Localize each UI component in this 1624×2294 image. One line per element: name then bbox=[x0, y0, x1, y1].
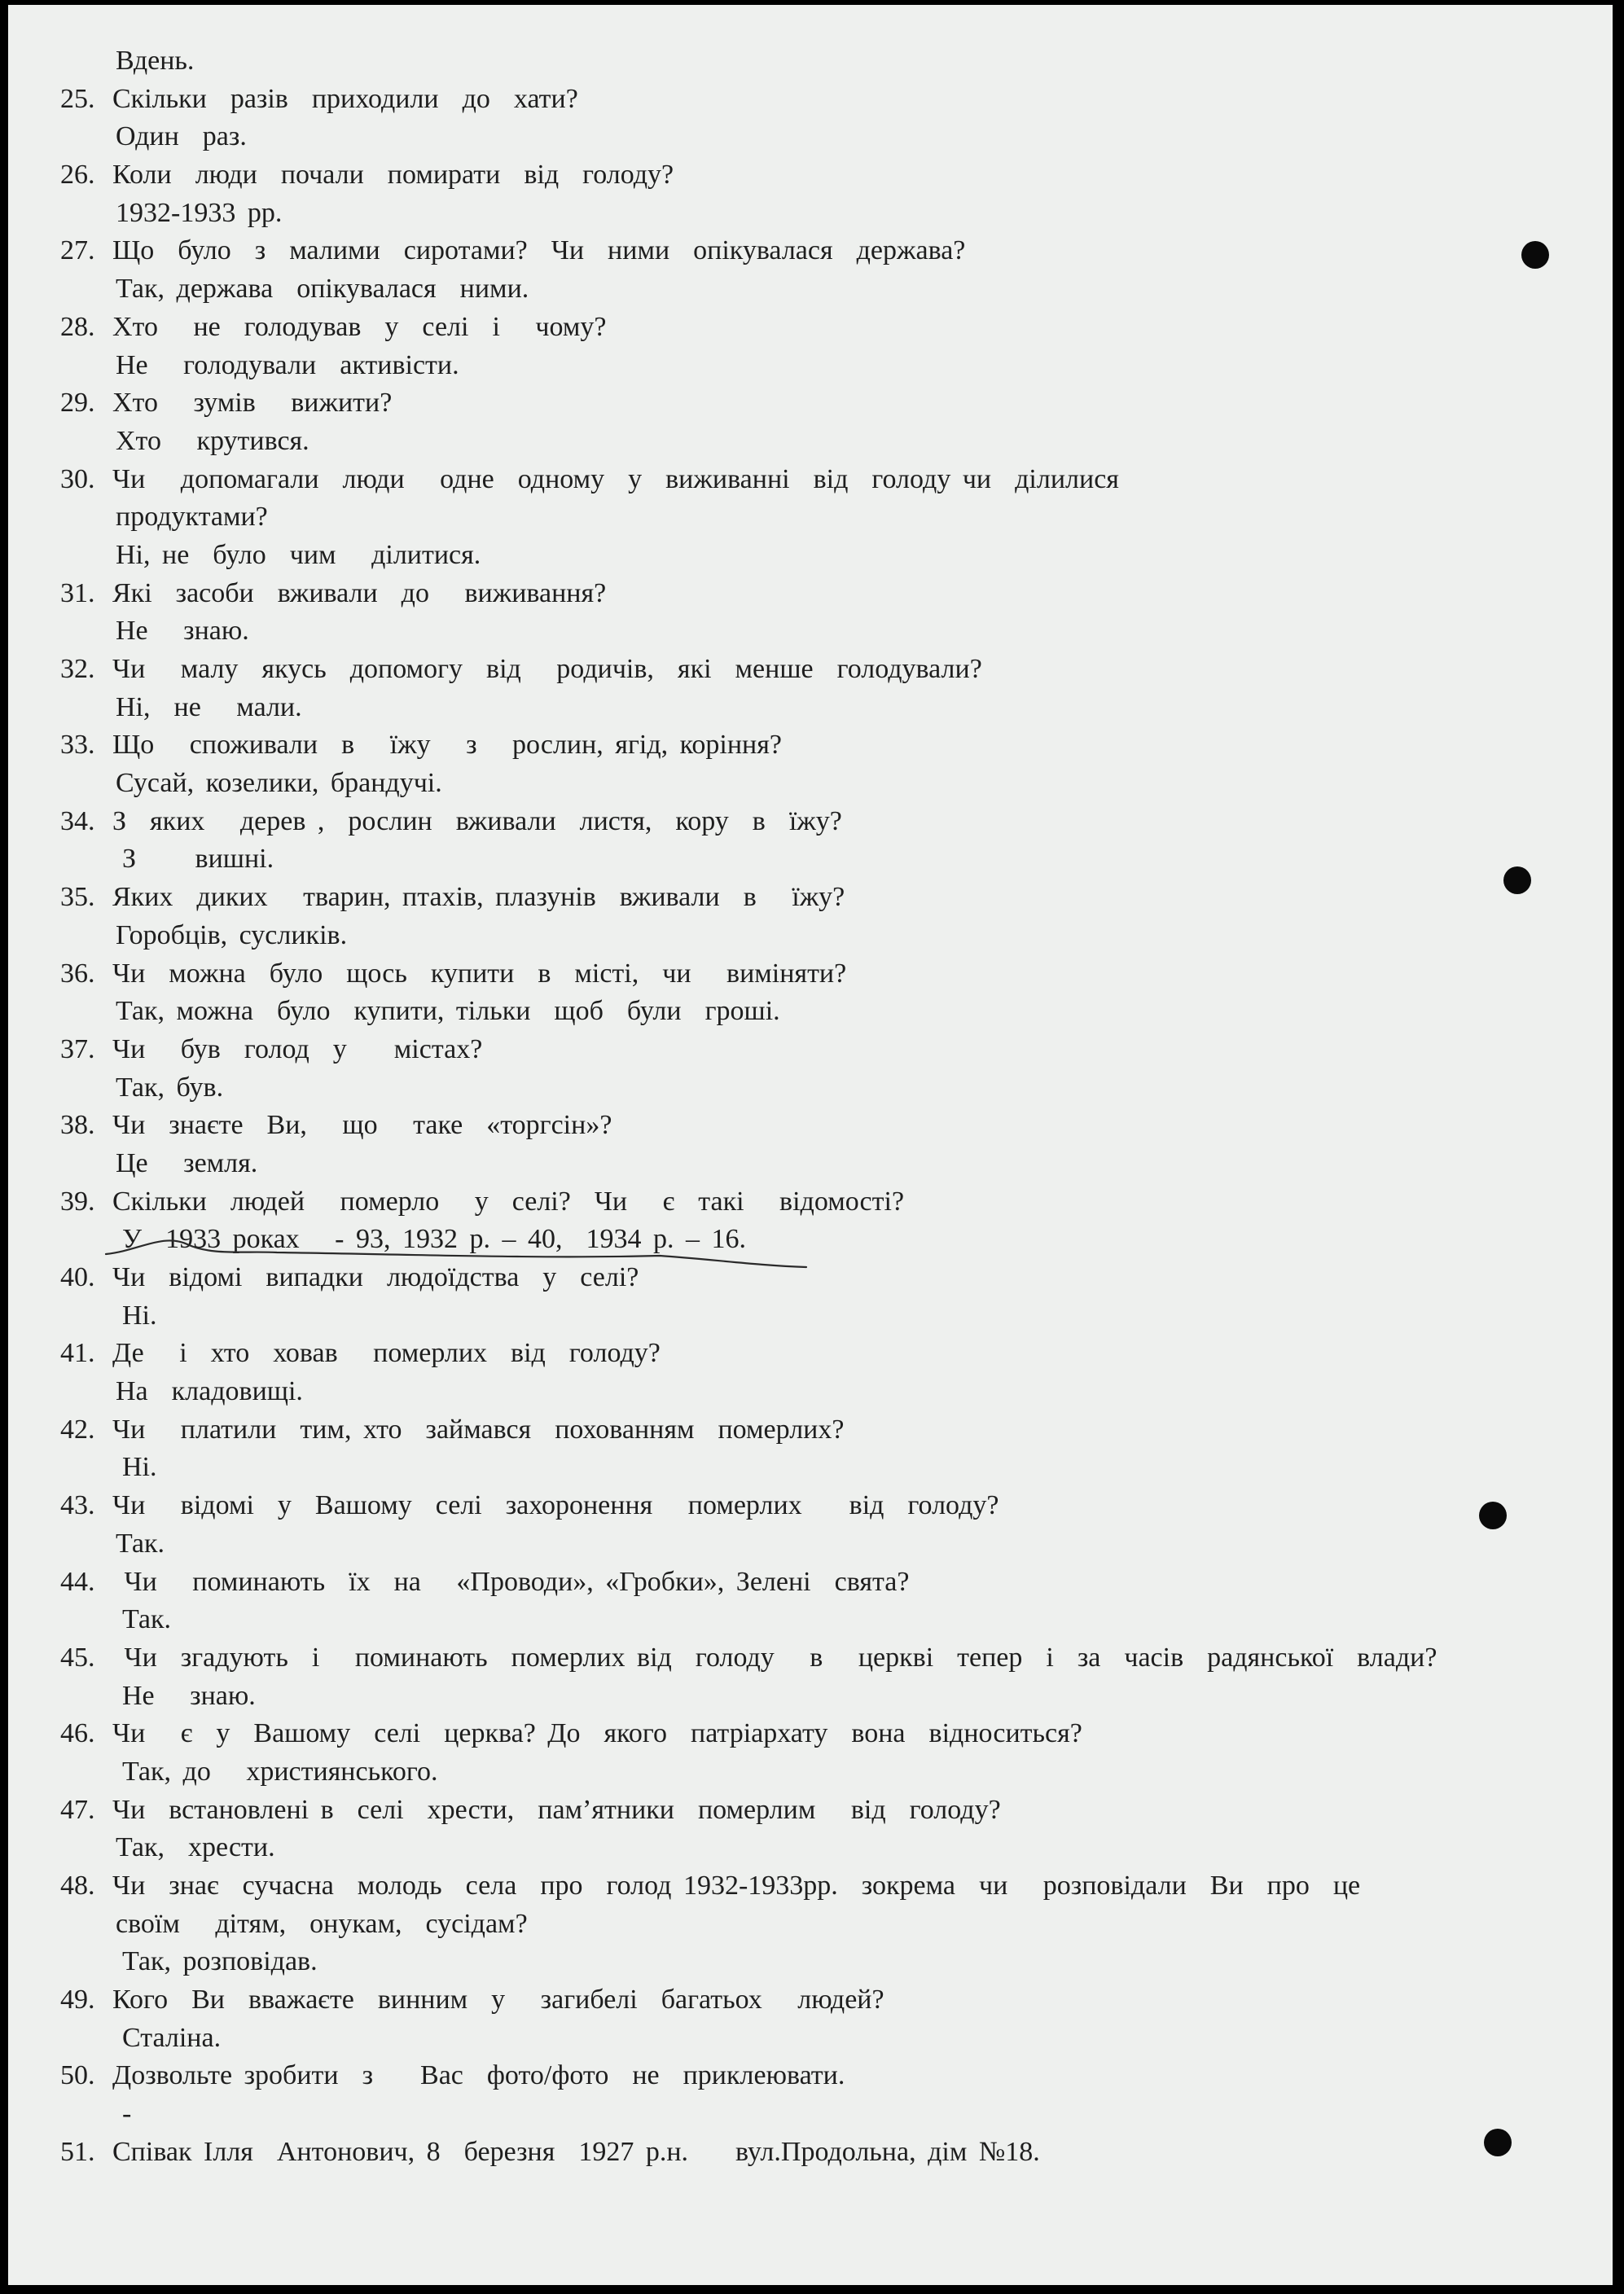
question-number: 35. bbox=[60, 882, 95, 913]
question-line bbox=[60, 726, 1526, 765]
answer-text: Сталіна. bbox=[122, 2022, 222, 2053]
question-number: 49. bbox=[60, 1985, 95, 2015]
answer-text: Це земля. bbox=[116, 1147, 258, 1178]
question-number: 36. bbox=[60, 958, 95, 989]
answer-text: Ні, не було чим ділитися. bbox=[116, 539, 481, 570]
question-number: 41. bbox=[60, 1338, 95, 1369]
answer-line bbox=[60, 2095, 1526, 2134]
question-number: 46. bbox=[60, 1718, 95, 1749]
answer-line bbox=[60, 1678, 1526, 1716]
answer-text: На кладовищі. bbox=[116, 1376, 303, 1407]
answer-line bbox=[60, 1943, 1526, 1981]
answer-line bbox=[60, 612, 1526, 651]
question-line bbox=[60, 1981, 1526, 2020]
answer-text: Так, був. bbox=[116, 1072, 224, 1103]
answer-line bbox=[60, 2020, 1526, 2058]
question-line bbox=[60, 461, 1526, 499]
answer-text: Так, можна було купити, тільки щоб були гроші. bbox=[116, 996, 780, 1027]
question-line bbox=[60, 1487, 1526, 1525]
answer-text: У 1933 роках - 93, 1932 р. – 40, 1934 р. – 16. bbox=[122, 1224, 746, 1255]
question-line bbox=[60, 1031, 1526, 1069]
answer-line bbox=[60, 1525, 1526, 1564]
answer-text: Не знаю. bbox=[122, 1680, 256, 1711]
question-text: Чи знаєте Ви, що таке «торгсін»? bbox=[112, 1110, 612, 1141]
question-text: Чи був голод у містах? bbox=[112, 1033, 483, 1064]
question-line bbox=[60, 1867, 1526, 1906]
question-line bbox=[60, 2134, 1526, 2172]
question-text: Чи знає сучасна молодь села про голод 1932-1933рр. зокрема чи розповідали Ви про це bbox=[112, 1871, 1361, 1901]
question-text: Хто зумів вижити? bbox=[112, 388, 393, 419]
question-number: 30. bbox=[60, 463, 95, 494]
question-line bbox=[60, 384, 1526, 423]
answer-line bbox=[60, 118, 1526, 156]
question-line bbox=[60, 879, 1526, 917]
question-text: Чи є у Вашому селі церква? До якого патріархату вона відноситься? bbox=[112, 1718, 1082, 1749]
question-line bbox=[60, 1107, 1526, 1145]
answer-line bbox=[60, 840, 1526, 879]
answer-line bbox=[60, 423, 1526, 461]
answer-text: Один раз. bbox=[116, 121, 247, 152]
question-text-continued: продуктами? bbox=[116, 502, 268, 533]
question-line bbox=[60, 1335, 1526, 1373]
question-text: Хто не голодував у селі і чому? bbox=[112, 311, 607, 342]
question-line bbox=[60, 651, 1526, 689]
question-text: Скільки людей померло у селі? Чи є такі відомості? bbox=[112, 1186, 905, 1217]
question-text: Чи відомі випадки людоїдства у селі? bbox=[112, 1262, 639, 1292]
question-number: 31. bbox=[60, 577, 95, 608]
question-line bbox=[60, 81, 1526, 119]
question-number: 45. bbox=[60, 1642, 95, 1673]
answer-line bbox=[60, 1297, 1526, 1336]
question-line bbox=[60, 156, 1526, 195]
question-line bbox=[60, 955, 1526, 993]
question-text: Чи допомагали люди одне одному у виживанні від голоду чи ділилися bbox=[112, 463, 1119, 494]
answer-text: Ні. bbox=[122, 1300, 157, 1331]
answer-text: Так. bbox=[122, 1604, 172, 1635]
question-number: 44. bbox=[60, 1566, 95, 1597]
question-line bbox=[60, 803, 1526, 841]
question-line bbox=[60, 1259, 1526, 1297]
question-text: Де і хто ховав померлих від голоду? bbox=[112, 1338, 661, 1369]
question-line bbox=[60, 232, 1526, 270]
answer-line bbox=[60, 917, 1526, 955]
question-number: 27. bbox=[60, 235, 95, 266]
answer-text: Ні. bbox=[122, 1452, 157, 1483]
question-text: Співак Ілля Антонович, 8 березня 1927 р.н. вул.Продольна, дім №18. bbox=[112, 2136, 1040, 2167]
question-line bbox=[60, 2057, 1526, 2095]
question-number: 47. bbox=[60, 1794, 95, 1825]
answer-text: Сусай, козелики, брандучі. bbox=[116, 768, 442, 799]
answer-text: Так, держава опікувалася ними. bbox=[116, 274, 529, 305]
question-line bbox=[60, 575, 1526, 613]
question-line bbox=[60, 1411, 1526, 1450]
answer-text: Горобців, сусликів. bbox=[116, 919, 348, 950]
answer-text: Так, до християнського. bbox=[122, 1756, 438, 1787]
question-text: Що споживали в їжу з рослин, ягід, коріння? bbox=[112, 730, 782, 761]
question-text: Чи поминають їх на «Проводи», «Гробки», Зелені свята? bbox=[112, 1566, 910, 1597]
question-number: 38. bbox=[60, 1110, 95, 1141]
question-number: 42. bbox=[60, 1414, 95, 1445]
answer-text: Ні, не мали. bbox=[116, 691, 302, 722]
question-number: 40. bbox=[60, 1262, 95, 1292]
question-continuation-line bbox=[60, 1906, 1526, 1944]
answer-line bbox=[60, 347, 1526, 385]
question-text: З яких дерев , рослин вживали листя, кору в їжу? bbox=[112, 805, 842, 836]
answer-line bbox=[60, 1145, 1526, 1183]
answer-text: Не голодували активісти. bbox=[116, 349, 459, 380]
question-text: Чи можна було щось купити в місті, чи виміняти? bbox=[112, 958, 847, 989]
document-page bbox=[8, 5, 1613, 2285]
answer-text: Вдень. bbox=[116, 46, 195, 76]
question-number: 33. bbox=[60, 730, 95, 761]
question-text: Що було з малими сиротами? Чи ними опікувалася держава? bbox=[112, 235, 966, 266]
answer-text: 1932-1933 рр. bbox=[116, 197, 283, 228]
question-text-continued: своїм дітям, онукам, сусідам? bbox=[116, 1908, 528, 1939]
question-line bbox=[60, 1715, 1526, 1753]
answer-line bbox=[60, 1069, 1526, 1108]
question-number: 34. bbox=[60, 805, 95, 836]
answer-text: - bbox=[122, 2099, 132, 2130]
answer-text: Не знаю. bbox=[116, 616, 249, 647]
question-line bbox=[60, 1564, 1526, 1602]
answer-line bbox=[60, 1221, 1526, 1259]
answer-line bbox=[60, 1449, 1526, 1487]
punch-hole bbox=[1484, 2129, 1512, 2156]
question-number: 48. bbox=[60, 1871, 95, 1901]
question-text: Кого Ви вважаєте винним у загибелі багатьох людей? bbox=[112, 1985, 884, 2015]
question-number: 25. bbox=[60, 83, 95, 114]
question-line bbox=[60, 1792, 1526, 1830]
question-text: Чи згадують і поминають померлих від голоду в церкві тепер і за часів радянської влади? bbox=[112, 1642, 1437, 1673]
answer-text: З вишні. bbox=[122, 844, 274, 875]
answer-line bbox=[60, 42, 1526, 81]
answer-line bbox=[60, 689, 1526, 727]
question-text: Чи відомі у Вашому селі захоронення померлих від голоду? bbox=[112, 1490, 999, 1521]
punch-hole bbox=[1503, 866, 1531, 894]
question-text: Скільки разів приходили до хати? bbox=[112, 83, 578, 114]
question-continuation-line bbox=[60, 498, 1526, 537]
question-number: 51. bbox=[60, 2136, 95, 2167]
answer-line bbox=[60, 537, 1526, 575]
question-number: 43. bbox=[60, 1490, 95, 1521]
question-number: 50. bbox=[60, 2060, 95, 2091]
answer-line bbox=[60, 1601, 1526, 1639]
question-line bbox=[60, 309, 1526, 347]
answer-line bbox=[60, 1753, 1526, 1792]
question-number: 39. bbox=[60, 1186, 95, 1217]
question-number: 29. bbox=[60, 388, 95, 419]
answer-text: Хто крутився. bbox=[116, 425, 309, 456]
answer-line bbox=[60, 270, 1526, 309]
answer-line bbox=[60, 195, 1526, 233]
question-text: Чи платили тим, хто займався похованням померлих? bbox=[112, 1414, 845, 1445]
question-number: 32. bbox=[60, 654, 95, 684]
question-text: Чи встановлені в селі хрести, пам’ятники померлим від голоду? bbox=[112, 1794, 1001, 1825]
questionnaire-text bbox=[60, 42, 1526, 2172]
question-text: Дозвольте зробити з Вас фото/фото не приклеювати. bbox=[112, 2060, 845, 2091]
question-line bbox=[60, 1639, 1526, 1678]
answer-line bbox=[60, 1373, 1526, 1411]
question-number: 26. bbox=[60, 160, 95, 191]
answer-text: Так, розповідав. bbox=[122, 1946, 318, 1977]
question-text: Чи малу якусь допомогу від родичів, які менше голодували? bbox=[112, 654, 982, 684]
answer-line bbox=[60, 993, 1526, 1031]
question-number: 37. bbox=[60, 1033, 95, 1064]
question-number: 28. bbox=[60, 311, 95, 342]
answer-line bbox=[60, 1829, 1526, 1867]
answer-line bbox=[60, 765, 1526, 803]
question-text: Які засоби вживали до виживання? bbox=[112, 577, 607, 608]
punch-hole bbox=[1479, 1502, 1507, 1529]
answer-text: Так, хрести. bbox=[116, 1832, 275, 1863]
question-line bbox=[60, 1183, 1526, 1222]
question-text: Коли люди почали помирати від голоду? bbox=[112, 160, 674, 191]
punch-hole bbox=[1521, 241, 1549, 269]
answer-text: Так. bbox=[116, 1528, 165, 1559]
question-text: Яких диких тварин, птахів, плазунів вживали в їжу? bbox=[112, 882, 845, 913]
